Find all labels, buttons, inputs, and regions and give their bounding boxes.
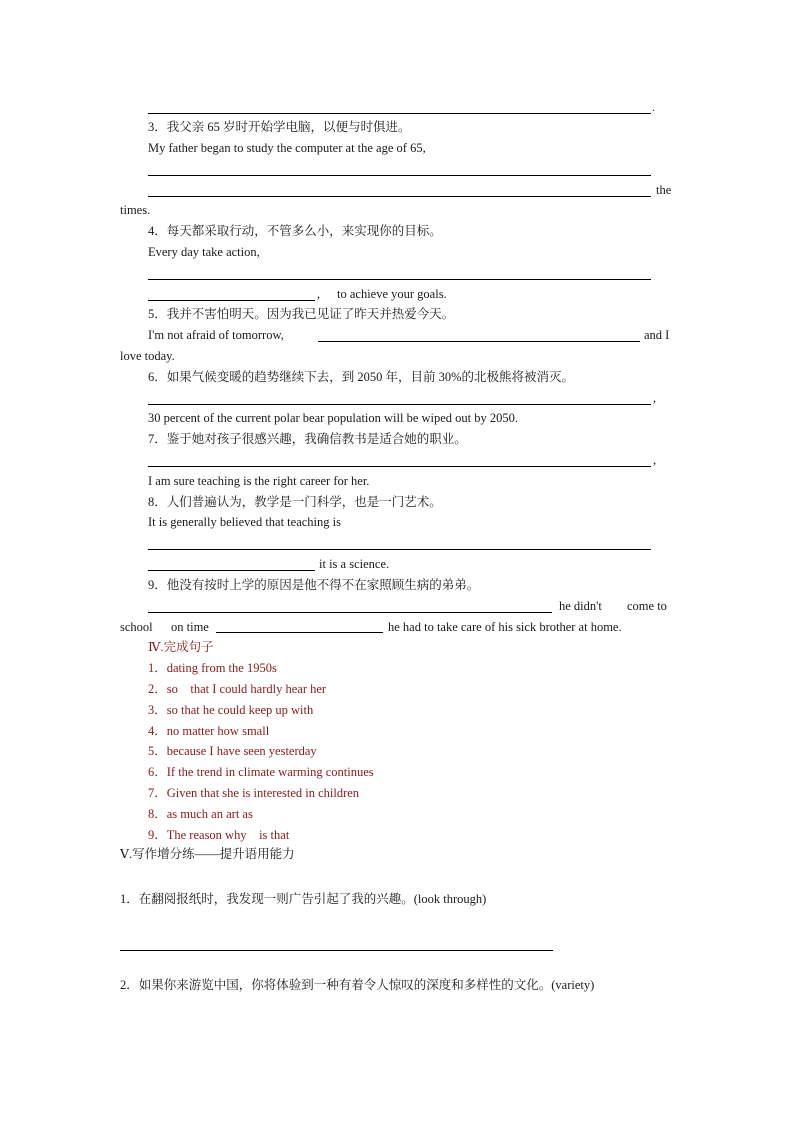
question-4-end: to achieve your goals. [337,287,447,301]
question-8-english-prompt: It is generally believed that teaching is [148,515,341,529]
question-3-end-word: the [656,183,672,197]
comma: , [653,453,657,467]
answer-blank[interactable] [148,279,651,280]
question-5-chinese: 5．我并不害怕明天。因为我已见证了昨天并热爱今天。 [148,307,455,321]
answer-blank[interactable] [148,404,651,405]
answer-item: 3．so that he could keep up with [148,703,314,717]
answer-blank[interactable] [148,549,651,550]
section-5-question-2: 2．如果你来游览中国，你将体验到一种有着令人惊叹的深度和多样性的文化。(variety) [120,978,595,992]
answer-blank[interactable] [148,612,552,613]
question-5-end: and I [644,328,670,342]
question-9-chinese: 9．他没有按时上学的原因是他不得不在家照顾生病的弟弟。 [148,578,480,592]
answers-heading: Ⅳ.完成句子 [148,640,214,654]
comma: , [653,391,657,405]
question-6-english: 30 percent of the current polar bear population will be wiped out by 2050. [148,411,519,425]
period: . [652,100,655,114]
question-9-mid1: he didn't [559,599,602,613]
answer-item: 2．so that I could hardly hear her [148,682,327,696]
answer-blank[interactable] [148,570,315,571]
section-5-heading: Ⅴ.写作增分练——提升语用能力 [120,847,295,861]
question-7-english: I am sure teaching is the right career for her. [148,474,370,488]
answer-blank[interactable] [148,466,651,467]
section-5-question-1: 1．在翻阅报纸时，我发现一则广告引起了我的兴趣。(look through) [120,892,487,906]
answer-blank[interactable] [148,196,651,197]
question-5-english-prompt: I'm not afraid of tomorrow, [148,328,284,342]
answer-blank[interactable] [148,175,651,176]
question-9-wrap-start: school [120,620,153,634]
question-9-wrap-mid: on time [171,620,209,634]
question-3-english-prompt: My father began to study the computer at the age of 65, [148,141,426,155]
question-8-end: it is a science. [319,557,390,571]
question-3-wrap: times. [120,203,151,217]
question-9-mid2: come to [627,599,667,613]
question-3-chinese: 3．我父亲 65 岁时开始学电脑，以便与时俱进。 [148,120,411,134]
question-6-chinese: 6．如果气候变暖的趋势继续下去，到 2050 年，目前 30%的北极熊将被消灭。 [148,370,575,384]
question-5-wrap: love today. [120,349,175,363]
answer-item: 1．dating from the 1950s [148,661,277,675]
answer-item: 7．Given that she is interested in children [148,786,360,800]
answer-item: 5．because I have seen yesterday [148,744,317,758]
question-7-chinese: 7．鉴于她对孩子很感兴趣，我确信教书是适合她的职业。 [148,432,467,446]
question-9-end: he had to take care of his sick brother at home. [388,620,622,634]
answer-item: 8．as much an art as [148,807,253,821]
question-8-chinese: 8．人们普遍认为，教学是一门科学，也是一门艺术。 [148,495,442,509]
question-4-english-prompt: Every day take action, [148,245,260,259]
answer-item: 9．The reason why is that [148,828,290,842]
answer-blank[interactable] [148,113,651,114]
answer-blank[interactable] [318,341,640,342]
comma: , [317,287,321,301]
question-4-chinese: 4．每天都采取行动，不管多么小，来实现你的目标。 [148,224,442,238]
answer-item: 4．no matter how small [148,724,270,738]
answer-item: 6．If the trend in climate warming continues [148,765,374,779]
answer-blank[interactable] [148,300,315,301]
answer-blank[interactable] [120,950,553,951]
answer-blank[interactable] [216,632,383,633]
